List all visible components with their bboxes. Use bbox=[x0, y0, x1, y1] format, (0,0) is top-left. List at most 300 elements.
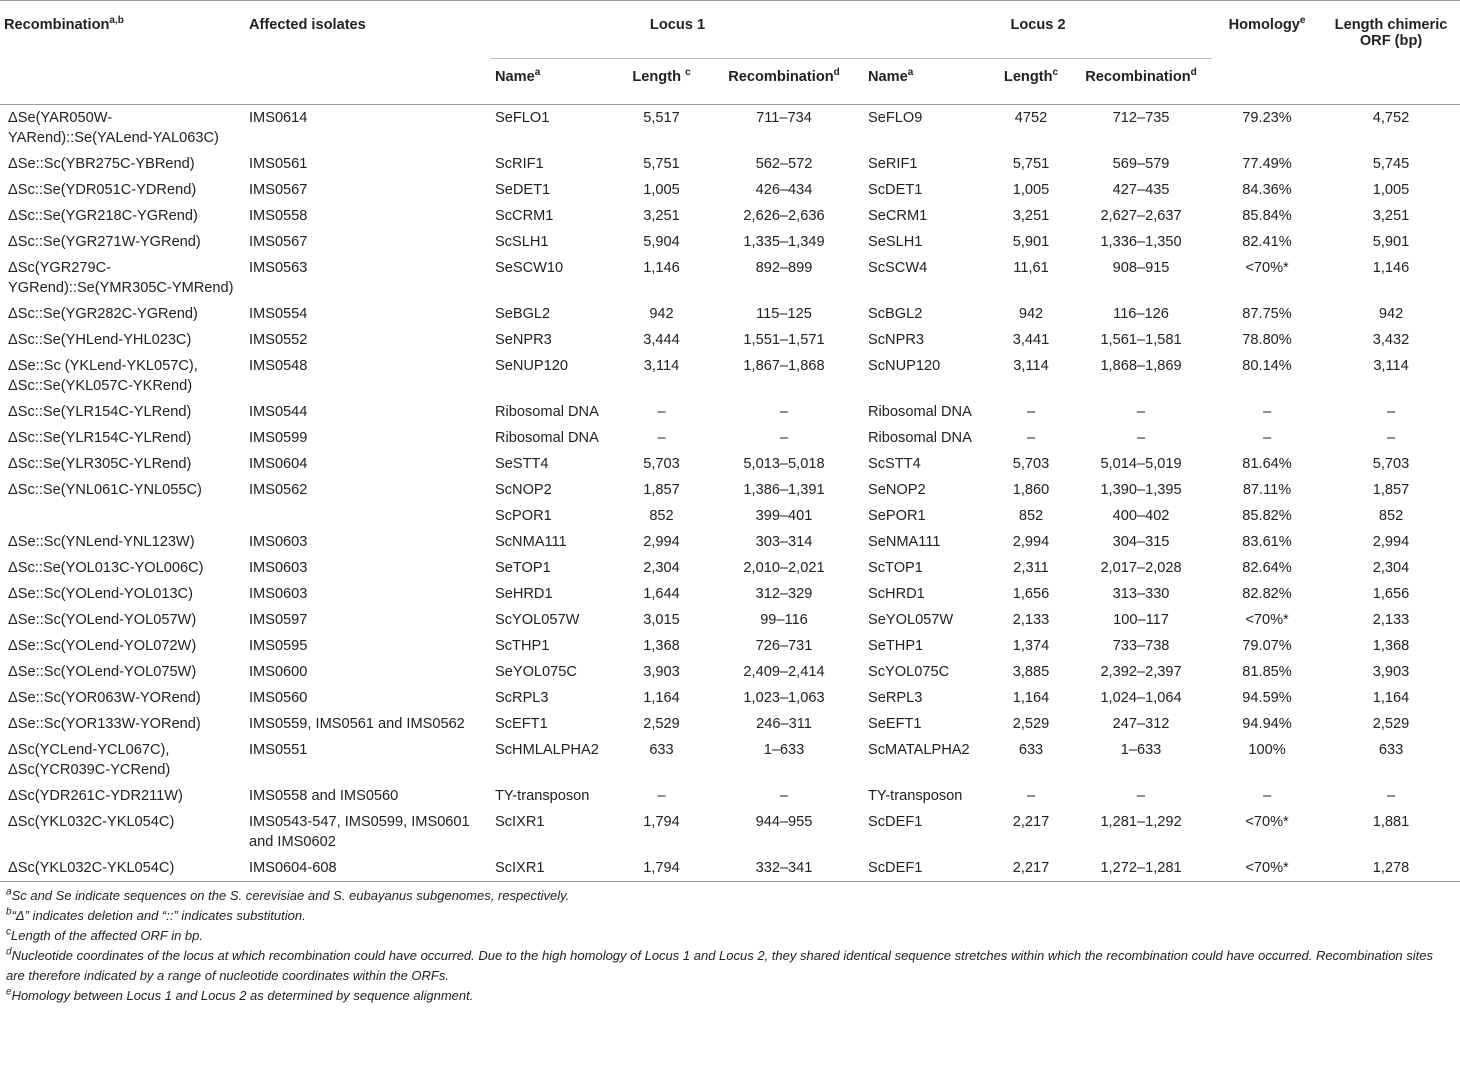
cell-recombination: ΔSc::Se(YNL061C-YNL055C) bbox=[8, 482, 202, 498]
cell-affected-isolates: IMS0558 and IMS0560 bbox=[249, 788, 399, 804]
cell-locus1-length: – bbox=[657, 788, 666, 804]
cell-homology: 87.11% bbox=[1242, 482, 1292, 498]
cell-locus1-length: – bbox=[657, 404, 666, 420]
cell-affected-isolates: IMS0603 bbox=[249, 586, 308, 602]
cell-recombination: ΔSe::Sc(YOLend-YOL072W) bbox=[8, 638, 197, 654]
cell-locus1-name: SeBGL2 bbox=[495, 306, 551, 322]
cell-locus1-recombination: 1,335–1,349 bbox=[743, 234, 825, 250]
subheader-recombination-1: Recombination$^d$ bbox=[704, 59, 864, 105]
cell-locus2-recombination: 427–435 bbox=[1112, 182, 1170, 198]
cell-length-chimeric: 2,994 bbox=[1372, 534, 1410, 550]
table-row bbox=[0, 503, 1460, 529]
cell-locus2-length: – bbox=[1026, 430, 1036, 446]
cell-locus2-recombination: 569–579 bbox=[1112, 156, 1170, 172]
cell-locus1-recombination: 332–341 bbox=[704, 855, 864, 882]
cell-locus1-name: Ribosomal DNA bbox=[495, 404, 599, 420]
table-row bbox=[0, 177, 1460, 203]
cell-locus1-length: 1,368 bbox=[643, 638, 680, 654]
cell-recombination: ΔSc::Se(YLR154C-YLRend) bbox=[8, 430, 192, 446]
cell-locus1-name: ScRIF1 bbox=[495, 156, 544, 172]
cell-locus2-name: Ribosomal DNA bbox=[868, 404, 972, 420]
cell-locus1-name: ScIXR1 bbox=[495, 814, 545, 830]
cell-locus1-name: ScEFT1 bbox=[495, 716, 548, 732]
cell-locus2-name: SeRIF1 bbox=[868, 156, 918, 172]
cell-locus2-name: ScYOL075C bbox=[868, 664, 950, 680]
cell-locus1-recombination: 944–955 bbox=[755, 814, 813, 830]
cell-locus1-length: – bbox=[657, 430, 666, 446]
cell-recombination: ΔSe::Sc(YBR275C-YBRend) bbox=[8, 156, 195, 172]
cell-recombination: ΔSc::Se(YGR218C-YGRend) bbox=[8, 208, 198, 224]
cell-locus2-name: SePOR1 bbox=[868, 508, 926, 524]
cell-homology: 82.64% bbox=[1242, 560, 1292, 576]
cell-locus1-name: ScPOR1 bbox=[495, 508, 552, 524]
cell-locus2-recombination: 712–735 bbox=[1112, 110, 1170, 126]
subheader-length-1: Length $^c$ bbox=[619, 59, 704, 105]
cell-homology: 78.80% bbox=[1242, 332, 1292, 348]
cell-locus1-name: SeSCW10 bbox=[495, 260, 564, 276]
cell-length-chimeric: – bbox=[1386, 788, 1396, 804]
cell-locus2-recombination: 247–312 bbox=[1112, 716, 1170, 732]
cell-locus2-length: 1,005 bbox=[1012, 182, 1050, 198]
cell-locus1-name: SeTOP1 bbox=[495, 560, 551, 576]
cell-homology: 79.23% bbox=[1242, 110, 1292, 126]
cell-locus2-length: 3,114 bbox=[1013, 358, 1049, 374]
cell-locus1-recombination: 562–572 bbox=[755, 156, 813, 172]
cell-homology: <70%* bbox=[1245, 814, 1289, 830]
cell-locus2-name: SeTHP1 bbox=[868, 638, 924, 654]
cell-locus1-name: ScNOP2 bbox=[495, 482, 552, 498]
table-row bbox=[0, 151, 1460, 177]
cell-locus2-name: SeCRM1 bbox=[868, 208, 928, 224]
cell-locus2-recombination: 116–126 bbox=[1113, 306, 1169, 322]
table-row bbox=[0, 353, 1460, 399]
cell-homology: 79.07% bbox=[1242, 638, 1292, 654]
cell-locus1-name: ScSLH1 bbox=[495, 234, 549, 250]
cell-locus1-recombination: 1,386–1,391 bbox=[743, 482, 825, 498]
cell-locus2-recombination: 5,014–5,019 bbox=[1100, 456, 1182, 472]
cell-recombination: ΔSc(YGR279C-YGRend)::Se(YMR305C-YMRend) bbox=[8, 260, 234, 296]
subheader-name-1: Name$^a$ bbox=[491, 59, 619, 105]
cell-homology: <70%* bbox=[1212, 855, 1322, 882]
cell-length-chimeric: 3,114 bbox=[1373, 358, 1409, 374]
cell-length-chimeric: 1,881 bbox=[1372, 814, 1410, 830]
cell-locus2-length: 633 bbox=[1018, 742, 1044, 758]
cell-length-chimeric: 942 bbox=[1378, 306, 1404, 322]
cell-recombination: ΔSe::Sc(YNLend-YNL123W) bbox=[8, 534, 195, 550]
cell-locus2-recombination: – bbox=[1136, 430, 1146, 446]
cell-recombination: ΔSc::Se(YGR271W-YGRend) bbox=[8, 234, 201, 250]
cell-recombination: ΔSc::Se(YGR282C-YGRend) bbox=[8, 306, 198, 322]
cell-homology: 82.82% bbox=[1242, 586, 1292, 602]
table-row bbox=[0, 809, 1460, 855]
cell-homology: 85.84% bbox=[1242, 208, 1292, 224]
cell-locus1-recombination: 1,551–1,571 bbox=[743, 332, 825, 348]
footnote-c: $^c$Length of the affected ORF in bp. bbox=[6, 926, 203, 943]
cell-locus1-length: 5,904 bbox=[643, 234, 680, 250]
cell-locus1-length: 1,794 bbox=[619, 855, 704, 882]
cell-locus2-length: 1,656 bbox=[1012, 586, 1050, 602]
footnotes bbox=[0, 882, 1460, 1010]
cell-length-chimeric: – bbox=[1386, 404, 1396, 420]
cell-homology: 77.49% bbox=[1242, 156, 1292, 172]
cell-affected-isolates: IMS0559, IMS0561 and IMS0562 bbox=[249, 716, 465, 732]
cell-length-chimeric: 2,529 bbox=[1372, 716, 1410, 732]
header-locus1: Locus 1 bbox=[491, 1, 864, 59]
cell-recombination: ΔSc(YKL032C-YKL054C) bbox=[0, 855, 245, 882]
cell-affected-isolates: IMS0563 bbox=[249, 260, 308, 276]
cell-affected-isolates: IMS0562 bbox=[249, 482, 308, 498]
cell-homology: 80.14% bbox=[1242, 358, 1292, 374]
cell-locus2-recombination: – bbox=[1136, 788, 1146, 804]
table-row bbox=[0, 581, 1460, 607]
cell-locus2-recombination: – bbox=[1136, 404, 1146, 420]
cell-affected-isolates: IMS0561 bbox=[249, 156, 308, 172]
cell-length-chimeric: 1,164 bbox=[1372, 690, 1410, 706]
cell-locus2-length: 4752 bbox=[1014, 110, 1048, 126]
cell-locus2-length: 5,703 bbox=[1012, 456, 1050, 472]
cell-locus1-length: 942 bbox=[649, 306, 674, 322]
cell-locus2-name: ScDEF1 bbox=[864, 855, 992, 882]
cell-locus2-length: 852 bbox=[1018, 508, 1044, 524]
cell-locus2-length: 1,860 bbox=[1012, 482, 1050, 498]
cell-affected-isolates: IMS0544 bbox=[249, 404, 308, 420]
cell-locus2-recombination: 1,868–1,869 bbox=[1100, 358, 1182, 374]
cell-locus1-length: 1,005 bbox=[643, 182, 680, 198]
cell-affected-isolates: IMS0603 bbox=[249, 560, 308, 576]
cell-homology: 81.85% bbox=[1242, 664, 1292, 680]
cell-locus2-length: 2,311 bbox=[1013, 560, 1049, 576]
cell-recombination: ΔSc::Se(YDR051C-YDRend) bbox=[8, 182, 197, 198]
table-row bbox=[0, 477, 1460, 503]
cell-locus1-recombination: 711–734 bbox=[756, 110, 812, 126]
cell-locus2-length: 3,251 bbox=[1012, 208, 1050, 224]
table-row bbox=[0, 659, 1460, 685]
cell-affected-isolates: IMS0603 bbox=[249, 534, 308, 550]
cell-affected-isolates bbox=[245, 503, 491, 529]
cell-recombination bbox=[0, 503, 245, 529]
cell-locus1-length: 3,114 bbox=[643, 358, 680, 374]
subheader-recombination-2: Recombination$^d$ bbox=[1070, 59, 1212, 105]
cell-length-chimeric: 3,251 bbox=[1372, 208, 1410, 224]
footnote-d: $^d$Nucleotide coordinates of the locus at which recombination could have occurred. Due to the high homology of Locus 1 and Locus 2, they shared identical sequence stretches within which the recombination could have occurred. Recombination sites are therefore indicated by a range of nucleotide coordinates within the ORFs. bbox=[6, 946, 1433, 983]
cell-locus2-name: ScSCW4 bbox=[868, 260, 928, 276]
cell-affected-isolates: IMS0548 bbox=[249, 358, 308, 374]
cell-locus1-length: 3,903 bbox=[643, 664, 680, 680]
cell-locus1-name: Ribosomal DNA bbox=[495, 430, 599, 446]
cell-locus2-recombination: 2,627–2,637 bbox=[1100, 208, 1182, 224]
cell-locus2-recombination: 1,561–1,581 bbox=[1100, 332, 1182, 348]
cell-locus1-recombination: 5,013–5,018 bbox=[743, 456, 825, 472]
table-row bbox=[0, 783, 1460, 809]
cell-locus2-recombination: 2,392–2,397 bbox=[1100, 664, 1182, 680]
cell-homology: – bbox=[1262, 404, 1272, 420]
cell-locus2-name: SeFLO9 bbox=[868, 110, 923, 126]
cell-recombination: ΔSe::Sc(YOR063W-YORend) bbox=[8, 690, 201, 706]
cell-length-chimeric: 2,304 bbox=[1372, 560, 1410, 576]
cell-recombination: ΔSe::Sc(YOR133W-YORend) bbox=[8, 716, 201, 732]
cell-locus1-name: ScHMLALPHA2 bbox=[495, 742, 599, 758]
subheader-length-2: Length$^c$ bbox=[992, 59, 1070, 105]
cell-locus1-length: 1,857 bbox=[643, 482, 680, 498]
table-row bbox=[0, 255, 1460, 301]
table-row bbox=[0, 555, 1460, 581]
cell-locus2-recombination: 1,336–1,350 bbox=[1100, 234, 1182, 250]
cell-locus1-recombination: 1,867–1,868 bbox=[743, 358, 825, 374]
cell-locus2-length: 2,529 bbox=[1012, 716, 1050, 732]
cell-locus2-length: 11,61 bbox=[1013, 260, 1049, 276]
cell-locus2-recombination: 313–330 bbox=[1112, 586, 1170, 602]
cell-length-chimeric: 5,901 bbox=[1372, 234, 1410, 250]
cell-affected-isolates: IMS0614 bbox=[249, 110, 308, 126]
cell-recombination: ΔSc::Se(YHLend-YHL023C) bbox=[8, 332, 192, 348]
cell-locus2-recombination: 2,017–2,028 bbox=[1100, 560, 1182, 576]
cell-locus1-length: 1,146 bbox=[643, 260, 680, 276]
cell-affected-isolates: IMS0600 bbox=[249, 664, 308, 680]
cell-locus1-name: ScIXR1 bbox=[491, 855, 619, 882]
cell-locus2-name: ScMATALPHA2 bbox=[868, 742, 970, 758]
cell-locus1-name: ScTHP1 bbox=[495, 638, 550, 654]
cell-affected-isolates: IMS0554 bbox=[249, 306, 308, 322]
table-row bbox=[0, 737, 1460, 783]
cell-locus1-recombination: 2,626–2,636 bbox=[743, 208, 825, 224]
cell-length-chimeric: 1,278 bbox=[1322, 855, 1460, 882]
footnote-e: $^e$Homology between Locus 1 and Locus 2 as determined by sequence alignment. bbox=[6, 986, 474, 1003]
cell-locus1-length: 3,015 bbox=[643, 612, 680, 628]
table-row bbox=[0, 685, 1460, 711]
cell-homology: – bbox=[1262, 788, 1272, 804]
cell-locus2-recombination: 908–915 bbox=[1112, 260, 1170, 276]
cell-length-chimeric: 852 bbox=[1378, 508, 1404, 524]
cell-affected-isolates: IMS0604-608 bbox=[245, 855, 491, 882]
cell-locus2-recombination: 1,024–1,064 bbox=[1100, 690, 1182, 706]
cell-affected-isolates: IMS0567 bbox=[249, 182, 308, 198]
cell-length-chimeric: 5,703 bbox=[1372, 456, 1410, 472]
cell-locus2-name: TY-transposon bbox=[868, 788, 963, 804]
cell-homology: – bbox=[1262, 430, 1272, 446]
cell-locus1-recombination: 399–401 bbox=[755, 508, 813, 524]
cell-recombination: ΔSe::Sc (YKLend-YKL057C), ΔSc::Se(YKL057C-YKRend) bbox=[8, 358, 198, 394]
cell-homology: 82.41% bbox=[1242, 234, 1292, 250]
cell-length-chimeric: 1,146 bbox=[1372, 260, 1410, 276]
cell-locus2-name: ScNPR3 bbox=[868, 332, 924, 348]
cell-locus1-name: SeFLO1 bbox=[495, 110, 550, 126]
cell-locus2-name: ScTOP1 bbox=[868, 560, 923, 576]
cell-locus1-name: SeDET1 bbox=[495, 182, 551, 198]
cell-locus1-recombination: 99–116 bbox=[760, 612, 808, 628]
cell-locus2-recombination: 733–738 bbox=[1112, 638, 1170, 654]
cell-locus1-name: ScNMA111 bbox=[495, 534, 567, 550]
cell-affected-isolates: IMS0543-547, IMS0599, IMS0601 and IMS0602 bbox=[249, 814, 470, 850]
cell-length-chimeric: 1,656 bbox=[1372, 586, 1410, 602]
cell-locus2-length: – bbox=[1026, 788, 1036, 804]
cell-locus1-recombination: 892–899 bbox=[755, 260, 813, 276]
cell-locus1-recombination: – bbox=[779, 430, 789, 446]
cell-length-chimeric: 1,368 bbox=[1372, 638, 1410, 654]
cell-locus1-recombination: 1,023–1,063 bbox=[743, 690, 825, 706]
table-row bbox=[0, 451, 1460, 477]
cell-affected-isolates: IMS0597 bbox=[249, 612, 308, 628]
cell-recombination: ΔSc(YDR261C-YDR211W) bbox=[8, 788, 183, 804]
cell-locus2-recombination: 1,281–1,292 bbox=[1100, 814, 1182, 830]
cell-locus1-name: TY-transposon bbox=[495, 788, 590, 804]
cell-locus1-name: SeNPR3 bbox=[495, 332, 552, 348]
cell-affected-isolates: IMS0551 bbox=[249, 742, 308, 758]
cell-locus1-recombination: 115–125 bbox=[756, 306, 812, 322]
header-locus2: Locus 2 bbox=[864, 1, 1212, 59]
cell-locus1-recombination: 2,010–2,021 bbox=[743, 560, 825, 576]
cell-locus2-recombination: 304–315 bbox=[1112, 534, 1170, 550]
footnote-b: $^b$“Δ” indicates deletion and “::” indicates substitution. bbox=[6, 906, 306, 923]
cell-locus1-length: 2,994 bbox=[643, 534, 680, 550]
cell-recombination: ΔSe::Sc(YOLend-YOL013C) bbox=[8, 586, 193, 602]
cell-homology: 94.59% bbox=[1242, 690, 1292, 706]
cell-locus2-name: ScBGL2 bbox=[868, 306, 923, 322]
cell-locus2-length: 1,164 bbox=[1012, 690, 1050, 706]
cell-locus2-recombination: 400–402 bbox=[1112, 508, 1170, 524]
header-affected-isolates: Affected isolates bbox=[245, 1, 491, 59]
cell-locus2-length: 5,901 bbox=[1012, 234, 1050, 250]
cell-affected-isolates: IMS0558 bbox=[249, 208, 308, 224]
cell-affected-isolates: IMS0567 bbox=[249, 234, 308, 250]
cell-homology: <70%* bbox=[1245, 260, 1289, 276]
cell-length-chimeric: 633 bbox=[1378, 742, 1404, 758]
cell-locus2-name: ScSTT4 bbox=[868, 456, 921, 472]
cell-affected-isolates: IMS0595 bbox=[249, 638, 308, 654]
table-row bbox=[0, 105, 1460, 152]
cell-locus2-length: 3,441 bbox=[1012, 332, 1050, 348]
cell-locus1-recombination: 312–329 bbox=[755, 586, 813, 602]
cell-locus1-length: 3,444 bbox=[643, 332, 680, 348]
cell-locus2-name: Ribosomal DNA bbox=[868, 430, 972, 446]
cell-locus2-length: 942 bbox=[1018, 306, 1044, 322]
cell-recombination: ΔSc(YCLend-YCL067C), ΔSc(YCR039C-YCRend) bbox=[8, 742, 171, 778]
cell-locus1-recombination: – bbox=[779, 788, 789, 804]
cell-locus1-length: 633 bbox=[649, 742, 674, 758]
cell-locus2-name: SeSLH1 bbox=[868, 234, 923, 250]
cell-homology: 84.36% bbox=[1242, 182, 1292, 198]
cell-locus1-length: 1,644 bbox=[643, 586, 680, 602]
cell-length-chimeric: 4,752 bbox=[1372, 110, 1410, 126]
cell-homology: 83.61% bbox=[1242, 534, 1292, 550]
cell-locus1-recombination: 303–314 bbox=[755, 534, 813, 550]
cell-locus2-recombination: 1,390–1,395 bbox=[1100, 482, 1182, 498]
cell-locus1-recombination: 1–633 bbox=[763, 742, 805, 758]
cell-locus2-length: 2,994 bbox=[1012, 534, 1050, 550]
cell-locus1-recombination: – bbox=[779, 404, 789, 420]
cell-locus1-length: 5,517 bbox=[643, 110, 680, 126]
cell-locus2-name: ScDEF1 bbox=[868, 814, 923, 830]
cell-locus1-recombination: 726–731 bbox=[755, 638, 813, 654]
cell-locus1-length: 1,794 bbox=[643, 814, 680, 830]
cell-recombination: ΔSe::Sc(YOLend-YOL057W) bbox=[8, 612, 197, 628]
cell-locus1-recombination: 426–434 bbox=[755, 182, 813, 198]
cell-locus2-length: 2,217 bbox=[992, 855, 1070, 882]
cell-length-chimeric: – bbox=[1386, 430, 1396, 446]
table-row bbox=[0, 607, 1460, 633]
cell-locus1-length: 852 bbox=[649, 508, 674, 524]
cell-locus2-name: SeEFT1 bbox=[868, 716, 922, 732]
cell-affected-isolates: IMS0552 bbox=[249, 332, 308, 348]
cell-locus1-length: 3,251 bbox=[643, 208, 680, 224]
table-row bbox=[0, 399, 1460, 425]
cell-length-chimeric: 3,903 bbox=[1372, 664, 1410, 680]
cell-locus1-length: 2,529 bbox=[643, 716, 680, 732]
cell-locus2-name: SeYOL057W bbox=[868, 612, 954, 628]
cell-locus2-length: 2,217 bbox=[1012, 814, 1050, 830]
cell-length-chimeric: 3,432 bbox=[1372, 332, 1410, 348]
cell-homology: 87.75% bbox=[1242, 306, 1292, 322]
cell-locus1-length: 5,703 bbox=[643, 456, 680, 472]
table-row bbox=[0, 301, 1460, 327]
cell-locus1-name: ScCRM1 bbox=[495, 208, 554, 224]
cell-locus2-name: ScDET1 bbox=[868, 182, 923, 198]
cell-locus1-length: 5,751 bbox=[643, 156, 680, 172]
cell-length-chimeric: 5,745 bbox=[1372, 156, 1410, 172]
table-row bbox=[0, 425, 1460, 451]
cell-length-chimeric: 1,005 bbox=[1372, 182, 1410, 198]
cell-locus2-length: 2,133 bbox=[1012, 612, 1050, 628]
cell-locus1-name: SeYOL075C bbox=[495, 664, 577, 680]
table-row bbox=[0, 229, 1460, 255]
cell-locus1-name: ScYOL057W bbox=[495, 612, 580, 628]
cell-recombination: ΔSc::Se(YLR305C-YLRend) bbox=[8, 456, 192, 472]
cell-affected-isolates: IMS0599 bbox=[249, 430, 308, 446]
cell-locus2-recombination: 1,272–1,281 bbox=[1070, 855, 1212, 882]
cell-locus1-recombination: 2,409–2,414 bbox=[743, 664, 825, 680]
cell-homology: 94.94% bbox=[1242, 716, 1292, 732]
cell-locus2-name: ScNUP120 bbox=[868, 358, 941, 374]
cell-recombination: ΔSe(YAR050W-YARend)::Se(YALend-YAL063C) bbox=[8, 110, 219, 146]
cell-locus2-length: – bbox=[1026, 404, 1036, 420]
table-row bbox=[0, 711, 1460, 737]
cell-locus2-length: 3,885 bbox=[1012, 664, 1050, 680]
cell-homology: 81.64% bbox=[1242, 456, 1292, 472]
header-homology: Homology$^e$ bbox=[1212, 1, 1322, 59]
cell-locus2-name: SeNMA111 bbox=[868, 534, 941, 550]
cell-locus2-length: 1,374 bbox=[1012, 638, 1050, 654]
cell-locus1-name: SeNUP120 bbox=[495, 358, 569, 374]
cell-recombination: ΔSc::Se(YLR154C-YLRend) bbox=[8, 404, 192, 420]
cell-recombination: ΔSe::Sc(YOLend-YOL075W) bbox=[8, 664, 197, 680]
cell-homology: 85.82% bbox=[1242, 508, 1292, 524]
table-row bbox=[0, 327, 1460, 353]
cell-locus2-name: SeNOP2 bbox=[868, 482, 926, 498]
cell-locus1-name: SeSTT4 bbox=[495, 456, 549, 472]
subheader-name-2: Name$^a$ bbox=[864, 59, 992, 105]
cell-locus2-name: SeRPL3 bbox=[868, 690, 923, 706]
header-length-chimeric: Length chimeric ORF (bp) bbox=[1322, 1, 1460, 59]
cell-affected-isolates: IMS0604 bbox=[249, 456, 308, 472]
cell-locus2-name: ScHRD1 bbox=[868, 586, 925, 602]
cell-locus2-length: 5,751 bbox=[1012, 156, 1050, 172]
cell-locus2-recombination: 100–117 bbox=[1113, 612, 1169, 628]
cell-affected-isolates: IMS0560 bbox=[249, 690, 308, 706]
cell-recombination: ΔSc(YKL032C-YKL054C) bbox=[8, 814, 175, 830]
table-row bbox=[0, 855, 1460, 882]
cell-length-chimeric: 1,857 bbox=[1372, 482, 1410, 498]
cell-length-chimeric: 2,133 bbox=[1372, 612, 1410, 628]
table-row bbox=[0, 203, 1460, 229]
footnote-a: $^a$Sc and Se indicate sequences on the S. cerevisiae and S. eubayanus subgenomes, respectively. bbox=[6, 886, 570, 903]
cell-locus1-name: ScRPL3 bbox=[495, 690, 549, 706]
table-row bbox=[0, 633, 1460, 659]
cell-locus1-name: SeHRD1 bbox=[495, 586, 553, 602]
cell-homology: <70%* bbox=[1245, 612, 1289, 628]
cell-locus1-length: 2,304 bbox=[643, 560, 680, 576]
cell-locus2-recombination: 1–633 bbox=[1120, 742, 1162, 758]
cell-locus1-length: 1,164 bbox=[643, 690, 680, 706]
header-recombination: Recombination$^{a,b}$ bbox=[0, 1, 245, 59]
